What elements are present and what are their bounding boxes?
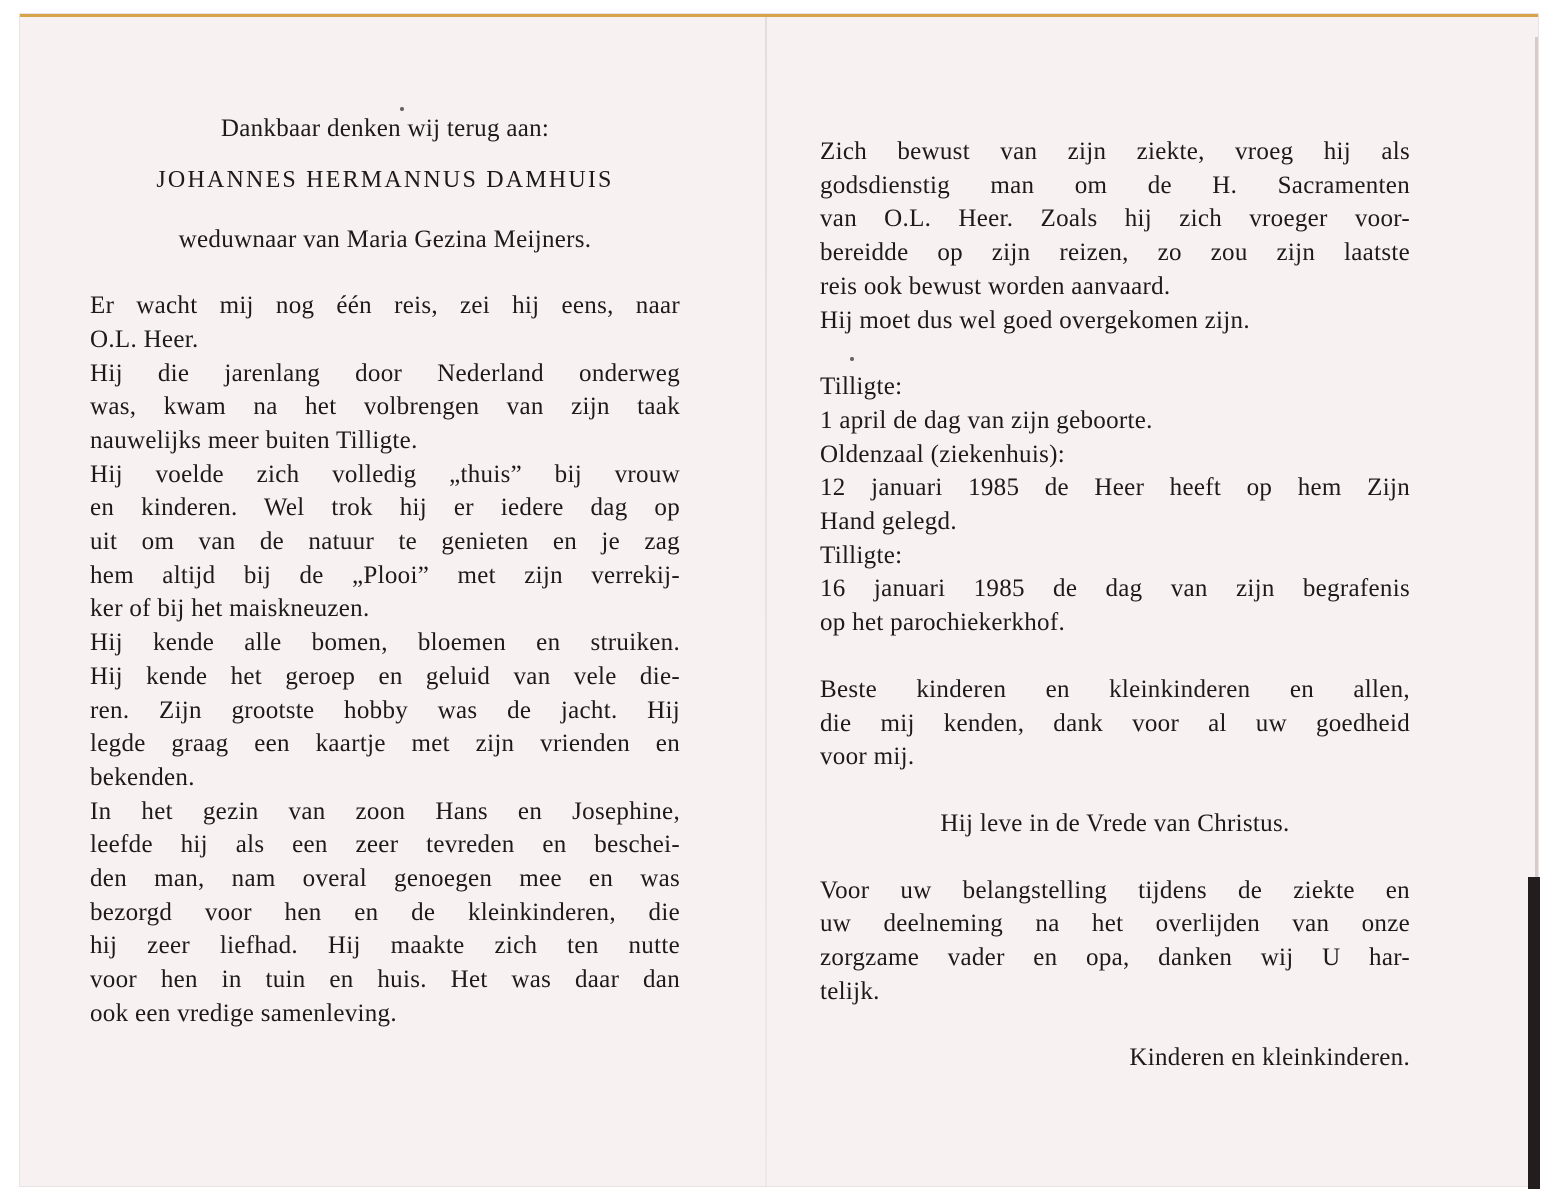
body-line: hij zeer liefhad. Hij maakte zich ten nutte [90, 932, 680, 960]
intro-line: Zich bewust van zijn ziekte, vroeg hij als [820, 138, 1410, 165]
body-line: bekenden. [90, 763, 195, 791]
body-line: ren. Zijn grootste hobby was de jacht. Hij [90, 696, 680, 724]
intro-line: van O.L. Heer. Zoals hij zich vroeger voor- [820, 205, 1410, 233]
date-line: Tilligte: [820, 373, 903, 401]
body-line: uit om van de natuur te genieten en je zag [90, 528, 680, 556]
body-line: Hij die jarenlang door Nederland onderweg [90, 359, 680, 387]
intro-line: godsdienstig man om de H. Sacramenten [820, 171, 1410, 199]
thanks-line: Voor uw belangstelling tijdens de ziekte en [820, 876, 1410, 904]
body-line: In het gezin van zoon Hans en Josephine, [90, 797, 680, 825]
thanks-line: uw deelneming na het overlijden van onze [820, 910, 1410, 938]
message-line: voor mij. [820, 743, 915, 771]
spacer [820, 337, 1410, 370]
body-line: bezorgd voor hen en de kleinkinderen, die [90, 898, 680, 926]
body-line: voor hen in tuin en huis. Het was daar dan [90, 966, 680, 994]
date-line: 16 januari 1985 de dag van zijn begrafenis [820, 575, 1410, 603]
right-message [820, 673, 1410, 774]
right-intro [820, 135, 1410, 337]
subtitle-widower: weduwnaar van Maria Gezina Meijners. [178, 226, 592, 254]
right-column [820, 135, 1410, 1075]
intro-line: Hij moet dus wel goed overgekomen zijn. [820, 306, 1250, 334]
paper-speck [400, 107, 404, 111]
date-line: 1 april de dag van zijn geboorte. [820, 406, 1153, 434]
spacer [820, 1008, 1410, 1041]
date-line: Oldenzaal (ziekenhuis): [820, 440, 1065, 468]
body-line: Hij kende alle bomen, bloemen en struiken. [90, 629, 680, 657]
spacer [820, 774, 1410, 807]
body-line: den man, nam overal genoegen mee en was [90, 865, 680, 893]
right-dates [820, 370, 1410, 640]
thanks-line: zorgzame vader en opa, danken wij U har- [820, 944, 1410, 972]
left-body [90, 289, 680, 1030]
body-line: O.L. Heer. [90, 325, 199, 353]
blessing: Hij leve in de Vrede van Christus. [940, 809, 1290, 837]
left-column [90, 112, 680, 1031]
card-edge-shadow [1535, 37, 1538, 877]
body-line: Hij kende het geroep en geluid van vele die- [90, 662, 680, 690]
message-line: die mij kenden, dank voor al uw goedheid [820, 709, 1410, 737]
memorial-card [20, 14, 1538, 1186]
intro-line: reis ook bewust worden aanvaard. [820, 272, 1171, 300]
deceased-name: JOHANNES HERMANNUS DAMHUIS [156, 166, 614, 193]
date-line: Tilligte: [820, 541, 903, 569]
date-line: 12 januari 1985 de Heer heeft op hem Zijn [820, 474, 1410, 502]
card-edge-dark-strip [1528, 877, 1540, 1189]
spacer [820, 640, 1410, 673]
body-line: en kinderen. Wel trok hij er iedere dag op [90, 494, 680, 522]
card-fold-line [765, 17, 767, 1186]
body-line: hem altijd bij de „Plooi” met zijn verrekij- [90, 561, 680, 589]
date-line: op het parochiekerkhof. [820, 609, 1065, 637]
signature: Kinderen en kleinkinderen. [1129, 1044, 1410, 1072]
body-line: ook een vredige samenleving. [90, 999, 397, 1027]
intro-line: bereidde op zijn reizen, zo zou zijn laatste [820, 239, 1410, 267]
heading: Dankbaar denken wij terug aan: [220, 115, 550, 142]
body-line: leefde hij als een zeer tevreden en beschei- [90, 831, 680, 859]
body-line: ker of bij het maiskneuzen. [90, 595, 370, 623]
thanks-line: telijk. [820, 977, 880, 1005]
body-line: Er wacht mij nog één reis, zei hij eens, naar [90, 292, 680, 320]
right-thanks [820, 874, 1410, 1009]
message-line: Beste kinderen en kleinkinderen en allen, [820, 675, 1410, 703]
date-line: Hand gelegd. [820, 508, 957, 536]
body-line: was, kwam na het volbrengen van zijn taak [90, 393, 680, 421]
body-line: nauwelijks meer buiten Tilligte. [90, 426, 418, 454]
body-line: Hij voelde zich volledig „thuis” bij vrouw [90, 460, 680, 488]
spacer [820, 841, 1410, 874]
body-line: legde graag een kaartje met zijn vrienden en [90, 730, 680, 758]
